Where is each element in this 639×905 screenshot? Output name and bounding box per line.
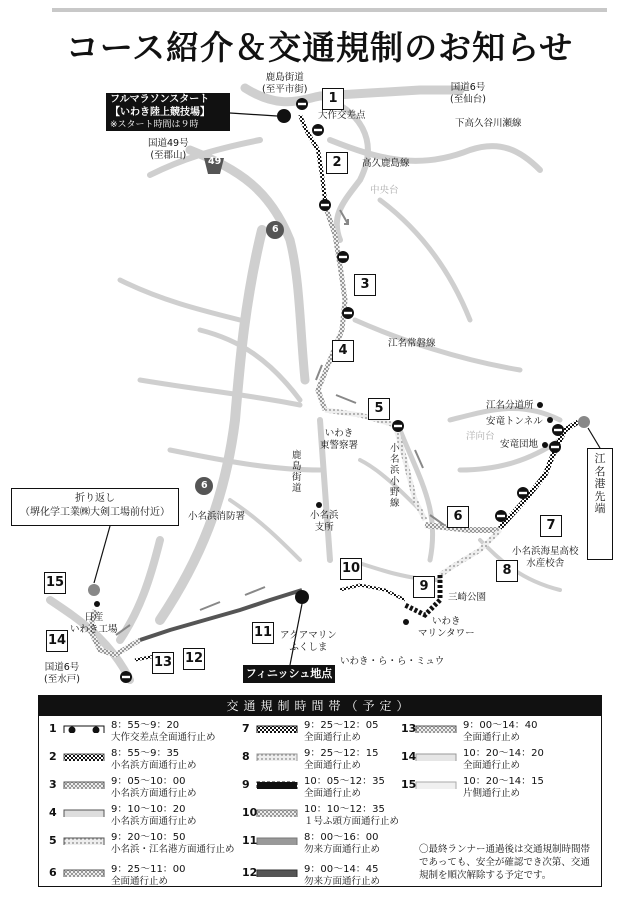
label-ohsaku: 大作交差点 [318,110,366,121]
label-kashima-kaido-top: 鹿島街道 (至平市街) [262,72,308,95]
marker-2: 2 [326,152,348,174]
marker-10: 10 [340,558,362,580]
label-onahama-ono: 小名浜小野線 [390,443,400,509]
marker-4: 4 [332,340,354,362]
ena-port-box: 江 名 港 先 端 [587,448,613,560]
legend-item-4: 4 9：10〜10：20 小名浜方面通行止め [49,803,197,827]
swatch-10 [256,809,298,817]
turnaround-box [11,488,179,526]
legend-item-11: 11 8：00〜16：00 勿来方面通行止め [242,831,381,855]
legend-item-5: 5 9：20〜10：50 小名浜・江名港方面通行止め [49,831,235,855]
label-ena-bunki: 江名分道所 [486,400,534,411]
label-r49-shield: 49 [208,156,222,167]
marker-15: 15 [44,572,66,594]
course-map [0,70,639,690]
label-ena-joban: 江名常磐線 [388,338,436,349]
start-label-box [106,93,230,131]
swatch-11 [256,837,298,845]
marker-7: 7 [540,515,562,537]
swatch-5 [63,837,105,845]
legend-item-1: 1 8：55〜9：20 大作交差点全面通行止め [49,720,216,743]
label-iwaki-police: いわき 東警察署 [320,428,359,451]
swatch-2 [63,753,105,761]
marker-3: 3 [354,274,376,296]
marker-5: 5 [368,398,390,420]
swatch-6 [63,869,105,877]
label-suisan: 小名浜海星高校 水産校舎 [512,546,579,569]
label-marine-tower: いわき マリンタワー [418,616,475,639]
start-line-2: 【いわき陸上競技場】 [110,106,210,118]
marker-13: 13 [152,652,174,674]
legend-item-2: 2 8：55〜9：35 小名浜方面通行止め [49,747,197,771]
swatch-7 [256,725,298,733]
legend-item-9: 9 10：05〜12：35 全面通行止め [242,775,385,799]
legend-item-10: 10 10：10〜12：35 １号ふ頭方面通行止め [242,803,400,827]
marker-12: 12 [183,648,205,670]
label-r6-south: 国道6号 (至水戸) [44,662,80,685]
marker-8: 8 [496,560,518,582]
label-onahama-branch: 小名浜 支所 [310,510,339,533]
finish-label-box: フィニッシュ地点 [243,665,335,683]
legend-item-13: 13 9：00〜14：40 全面通行止め [401,720,538,743]
turnaround-line-1: 折り返し [75,493,115,504]
label-shimotakaku: 下高久谷川瀬線 [455,118,522,129]
legend-title: 交通規制時間帯（予定） [39,696,601,716]
label-r6-shield-b: 6 [201,480,208,491]
label-aquamarine: アクアマリン ふくしま [280,630,337,653]
label-takaku: 高久鹿島線 [362,158,410,169]
start-line-3: ※スタート時間は９時 [110,120,199,130]
legend-item-6: 6 9：25〜11：00 全面通行止め [49,864,186,887]
swatch-12 [256,869,298,877]
swatch-15 [415,781,457,789]
marker-9: 9 [413,576,435,598]
turnaround-line-2: （堺化学工業㈱大剣工場前付近） [20,507,170,518]
label-r6-shield-a: 6 [272,224,279,235]
label-chuodai: 中央台 [370,185,399,196]
legend-item-8: 8 9：25〜12：15 全面通行止め [242,747,379,771]
label-kashima-kaido-mid: 鹿島街道 [292,450,302,494]
label-ando-tunnel: 安竜トンネル [486,416,543,427]
marker-11: 11 [252,622,274,644]
swatch-13 [415,725,457,733]
legend-note: 〇最終ランナー通過後は交通規制時間帯であっても、安全が確認でき次第、交通規制を順次解除する予定です。 [419,844,591,881]
swatch-1 [63,725,105,733]
marker-1: 1 [322,88,344,110]
start-line-1: フルマラソンスタート [110,94,210,105]
legend-item-7: 7 9：25〜12：05 全面通行止め [242,720,379,743]
top-rule [52,8,607,12]
no-entry-markers [120,98,564,683]
label-r6-north: 国道6号 (至仙台) [450,82,486,105]
swatch-14 [415,753,457,761]
label-r49: 国道49号 (至郡山) [148,138,189,161]
marker-6: 6 [447,506,469,528]
finish-dot [295,590,309,604]
label-mukaidai: 洋向台 [466,431,495,442]
legend-panel [38,695,602,887]
legend-item-3: 3 9：05〜10：00 小名浜方面通行止め [49,775,197,799]
legend-item-14: 14 10：20〜14：20 全面通行止め [401,747,544,771]
label-nissan: 日産 いわき工場 [70,612,118,635]
swatch-3 [63,781,105,789]
legend-item-15: 15 10：20〜14：15 片側通行止め [401,775,544,799]
label-onahama-fire: 小名浜消防署 [188,511,246,522]
page-title: コース紹介＆交通規制のお知らせ [65,28,574,67]
swatch-4 [63,809,105,817]
swatch-9 [256,781,298,789]
label-ando-danchi: 安竜団地 [500,439,539,450]
label-lalamew: いわき・ら・ら・ミュウ [340,656,445,667]
legend-item-12: 12 9：00〜14：45 勿来方面通行止め [242,864,381,887]
marker-14: 14 [46,630,68,652]
start-dot [277,109,291,123]
swatch-8 [256,753,298,761]
label-misaki: 三崎公園 [448,592,487,603]
